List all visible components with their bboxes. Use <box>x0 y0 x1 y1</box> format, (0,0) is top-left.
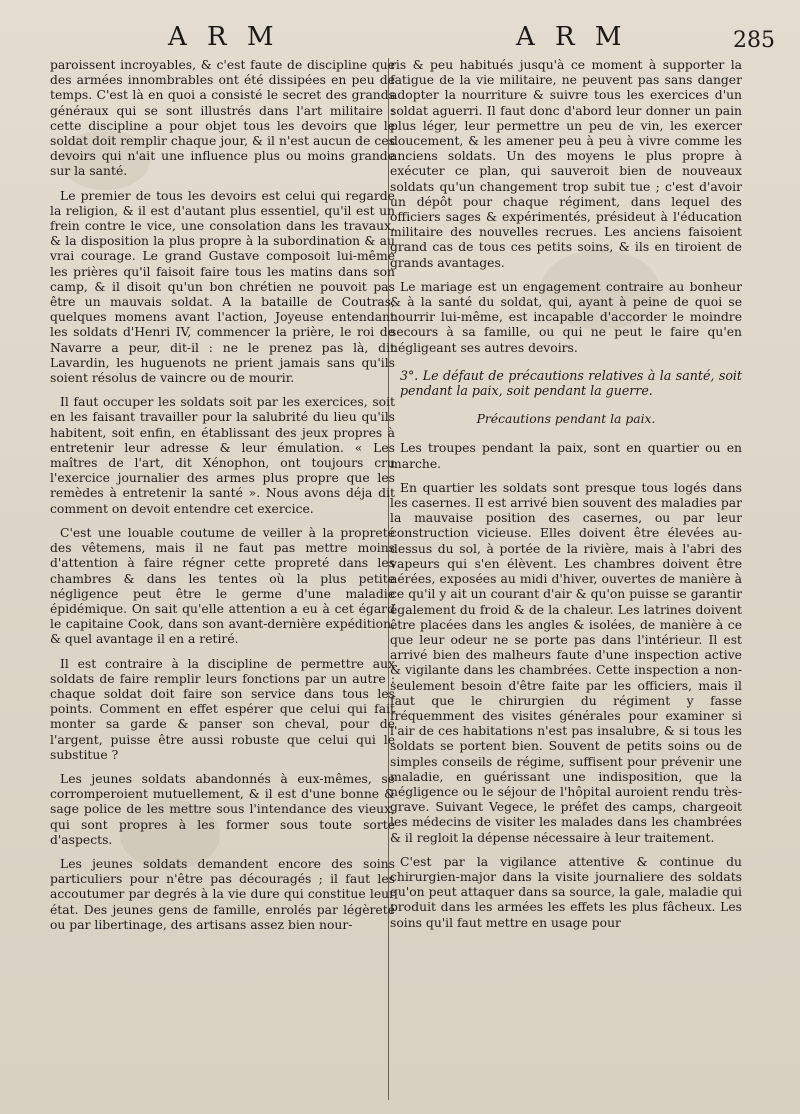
subsection-heading: Précautions pendant la paix. <box>476 412 656 427</box>
right-column <box>390 58 742 940</box>
paragraph: ris & peu habitués jusqu'à ce moment à supporter la fatigue de la vie militaire, ne peuvent pas sans danger adopter la nourriture & suivre tous les exercices d'un soldat aguerri. Il faut donc d'abord leur donner un pain plus léger, leur permettre un peu de vin, les exercer doucement, & les amener peu à peu à vivre comme les anciens soldats. Un des moyens le plus propre à exécuter ce plan, qui sauveroit bien de nouveaux soldats qu'un changement trop subit tue ; c'est d'avoir un dépôt pour chaque régiment, dans lequel des officiers sages & expérimentés, présideut à l'éducation militaire des nouvelles recrues. Les anciens faisoient grand cas de tous ces petits soins, & ils en tiroient de grands avantages. <box>390 58 742 270</box>
left-running-title: A R M <box>168 22 280 52</box>
paragraph: Le premier de tous les devoirs est celui qui regarde la religion, & il est d'autant plus essentiel, qu'il est un frein contre le vice, une consolation dans les travaux, & la disposition la plus propre à la subordination & au vrai courage. Le grand Gustave composoit lui-même les prières qu'il faisoit faire tous les matins dans son camp, & il disoit qu'un bon chrétien ne pouvoit pas être un mauvais soldat. A la bataille de Coutras, quelques momens avant l'action, Joyeuse entendant les soldats d'Henri IV, commencer la prière, le roi de Navarre a peur, dit-il : ne le prenez pas là, dit Lavardin, les huguenots ne prient jamais sans qu'ils soient résolus de vaincre ou de mourir. <box>50 188 395 386</box>
paragraph: Le mariage est un engagement contraire au bonheur & à la santé du soldat, qui, ayant à peine de quoi se nourrir lui-même, est incapable d'accorder le moindre secours à sa famille, ou qui ne peut le faire qu'en négligeant ses autres devoirs. <box>390 279 742 355</box>
paragraph: Les troupes pendant la paix, sont en quartier ou en marche. <box>390 441 742 471</box>
paragraph: Les jeunes soldats abandonnés à eux-mêmes, se corromperoient mutuellement, & il est d'une bonne & sage police de les mettre sous l'intendance des vieux, qui sont propres à les former sous toute sorte d'aspects. <box>50 771 395 847</box>
left-column <box>50 58 395 942</box>
page-number: 285 <box>733 28 775 53</box>
paragraph: Il faut occuper les soldats soit par les exercices, soit en les faisant travailler pour la salubrité du lieu qu'ils habitent, soit enfin, en établissant des jeux propres à entretenir leur adresse & leur émulation. « Les maîtres de l'art, dit Xénophon, ont toujours cru l'exercice journalier des armes plus propre que les remèdes à entretenir la santé ». Nous avons déja dit comment on devoit entendre cet exercice. <box>50 395 395 516</box>
paragraph: Les jeunes soldats demandent encore des soins particuliers pour n'être pas découragés ; il faut les accoutumer par degrés à la vie dure qui constitue leur état. Des jeunes gens de famille, enrolés par légèreté ou par libertinage, des artisans assez bien nour- <box>50 856 395 932</box>
paragraph: C'est par la vigilance attentive & continue du chirurgien-major dans la visite journaliere des soldats qu'on peut attaquer dans sa source, la gale, maladie qui produit dans les armées les effets les plus fâcheux. Les soins qu'il faut mettre en usage pour <box>390 854 742 930</box>
right-running-title: A R M <box>516 22 628 52</box>
paragraph: Il est contraire à la discipline de permettre aux soldats de faire remplir leurs fonctions par un autre : chaque soldat doit faire son service dans tous les points. Comment en effet espérer que celui qui fait monter sa garde & panser son cheval, pour de l'argent, puisse être aussi robuste que celui qui le substitue ? <box>50 656 395 762</box>
section-heading: 3°. Le défaut de précautions relatives à la santé, soit pendant la paix, soit pendant la guerre. <box>400 367 742 399</box>
running-header <box>0 22 800 52</box>
paragraph: paroissent incroyables, & c'est faute de discipline que des armées innombrables ont été dissipées en peu de temps. C'est là en quoi a consisté le secret des grands généraux qui se sont illustrés dans l'art militaire : cette discipline a pour objet tous les devoirs que le soldat doit remplir chaque jour, & il n'est aucun de ces devoirs qui n'ait une influence plus ou moins grande sur la santé. <box>50 58 395 179</box>
paragraph: En quartier les soldats sont presque tous logés dans les casernes. Il est arrivé bien souvent des maladies par la mauvaise position des casernes, ou par leur construction vicieuse. Elles doivent être élevées au-dessus du sol, à portée de la rivière, mais à l'abri des vapeurs qui s'en élèvent. Les chambres doivent être aérées, exposées au midi d'hiver, ouvertes de manière à ce qu'il y ait un courant d'air & qu'on puisse se garantir également du froid & de la chaleur. Les latrines doivent être placées dans les angles & isolées, de manière à ce que leur odeur ne se porte pas dans l'intérieur. Il est arrivé bien des malheurs faute d'une inspection active & vigilante dans les chambrées. Cette inspection a non-seulement besoin d'être faite par les officiers, mais il faut que le chirurgien du régiment y fasse fréquemment des visites générales pour examiner si l'air de ces habitations n'est pas insalubre, & si tous les soldats se portent bien. Souvent de petits soins ou de simples conseils de régime, suffisent pour prévenir une maladie, en guérissant une indisposition, que la négligence ou le séjour de l'hôpital auroient rendu très-grave. Suivant Vegece, le préfet des camps, chargeoit les médecins de visiter les malades dans les chambrées & il regloit la dépense nécessaire à leur traitement. <box>390 480 742 845</box>
paragraph: C'est une louable coutume de veiller à la propreté des vêtemens, mais il ne faut pas mettre moins d'attention à faire régner cette propreté dans les chambres & dans les tentes où la plus petite négligence peut être le germe d'une maladie épidémique. On sait qu'elle attention a eu à cet égard le capitaine Cook, dans son avant-dernière expédition, & quel avantage il en a retiré. <box>50 525 395 647</box>
